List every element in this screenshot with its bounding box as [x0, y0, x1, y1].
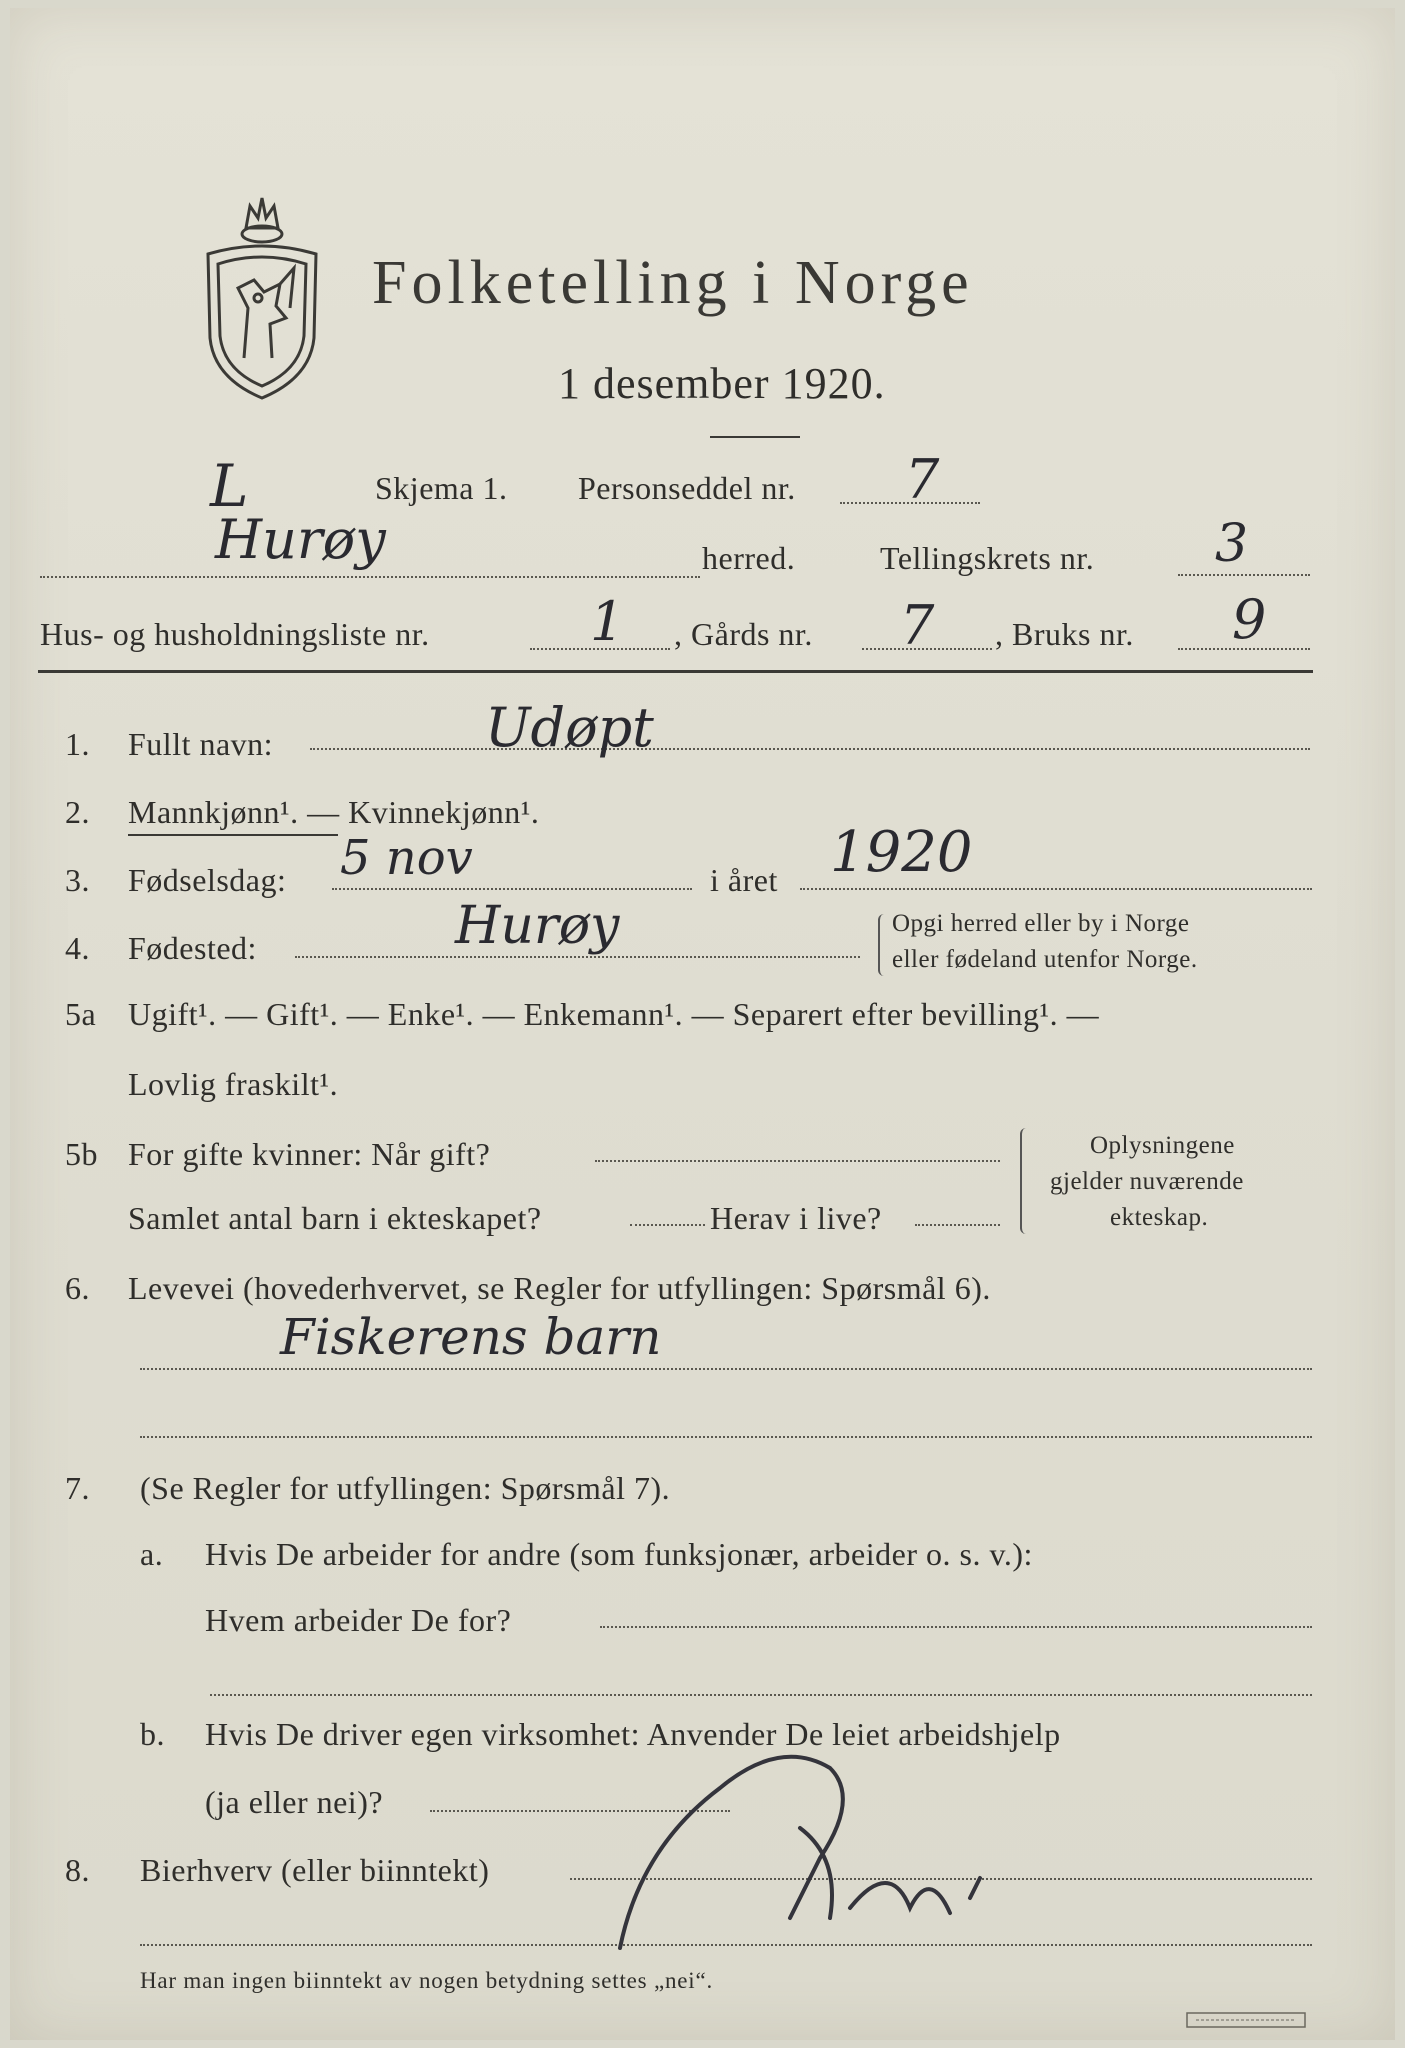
- q7b-label-line2: (ja eller nei)?: [205, 1784, 384, 1820]
- q1-line: [310, 748, 1310, 750]
- personseddel-label: Personseddel nr.: [578, 470, 796, 506]
- q7a-label-line2: Hvem arbeider De for?: [205, 1602, 512, 1638]
- q6-line1: [140, 1368, 1312, 1370]
- handwritten-nei-mark: [600, 1708, 1020, 1968]
- q6-line2: [140, 1436, 1312, 1438]
- q7b-label-line1: Hvis De driver egen virksomhet: Anvender De leiet arbeidshjelp: [205, 1716, 1061, 1752]
- q5b-label-line2: Samlet antal barn i ekteskapet?: [128, 1200, 542, 1236]
- q4-value: Hurøy: [455, 896, 620, 956]
- q4-note-line1: Opgi herred eller by i Norge: [892, 910, 1190, 937]
- form-title: Folketelling i Norge: [372, 249, 974, 317]
- q4-line: [295, 956, 860, 958]
- q3-line: [332, 888, 692, 890]
- q4-note-brace: [878, 914, 890, 976]
- q5b-married-line: [595, 1160, 1000, 1162]
- skjema-label: Skjema 1.: [375, 470, 508, 506]
- printer-stamp-icon: [1186, 2012, 1306, 2028]
- census-form: [10, 8, 1395, 2040]
- q2-label: Mannkjønn¹. — Kvinnekjønn¹.: [128, 794, 540, 830]
- q5b-label-line3: Herav i live?: [710, 1200, 882, 1236]
- q3-year-line: [800, 888, 1312, 890]
- q8-number: 8.: [65, 1852, 90, 1888]
- bruks-label: , Bruks nr.: [995, 616, 1134, 652]
- handwritten-herred-initial: L: [210, 452, 249, 520]
- q4-number: 4.: [65, 930, 90, 966]
- q8-label: Bierhverv (eller biinntekt): [140, 1852, 490, 1888]
- herred-label: herred.: [702, 540, 796, 576]
- q7a-label-line1: Hvis De arbeider for andre (som funksjonær, arbeider o. s. v.):: [205, 1536, 1033, 1572]
- q1-number: 1.: [65, 726, 90, 762]
- q6-value: Fiskerens barn: [280, 1308, 662, 1366]
- title-divider: [710, 436, 800, 438]
- q6-number: 6.: [65, 1270, 90, 1306]
- q2-number: 2.: [65, 794, 90, 830]
- hus-label: Hus- og husholdningsliste nr.: [40, 616, 430, 652]
- q5b-note-line2: gjelder nuværende: [1050, 1168, 1244, 1195]
- gards-value: 7: [900, 594, 935, 657]
- q5b-children-line: [630, 1224, 705, 1226]
- q3-number: 3.: [65, 862, 90, 898]
- q4-label: Fødested:: [128, 930, 257, 966]
- herred-value: Hurøy: [215, 508, 386, 571]
- q5a-number: 5a: [65, 996, 97, 1032]
- q5b-number: 5b: [65, 1136, 98, 1172]
- q5b-note-brace: [1020, 1128, 1032, 1234]
- q5a-label-line2: Lovlig fraskilt¹.: [128, 1066, 339, 1102]
- q7a-number: a.: [140, 1536, 164, 1572]
- q5b-alive-line: [915, 1224, 1000, 1226]
- q1-label: Fullt navn:: [128, 726, 274, 762]
- header-divider: [38, 670, 1313, 673]
- q2-underline: [128, 834, 338, 836]
- q3-value: 5 nov: [340, 830, 473, 886]
- bruks-value: 9: [1232, 588, 1267, 651]
- q7-number: 7.: [65, 1470, 90, 1506]
- q5a-label-line1: Ugift¹. — Gift¹. — Enke¹. — Enkemann¹. — Separert efter bevilling¹. —: [128, 996, 1100, 1032]
- census-date: 1 desember 1920.: [558, 359, 886, 408]
- q5b-note-line3: ekteskap.: [1110, 1204, 1209, 1231]
- q5b-note-line1: Oplysningene: [1090, 1132, 1235, 1159]
- q7a-line2: [210, 1694, 1312, 1696]
- footnote: Har man ingen biinntekt av nogen betydning settes „nei“.: [140, 1968, 714, 1993]
- gards-label: , Gårds nr.: [674, 616, 813, 652]
- tellingskrets-line: [1178, 574, 1310, 576]
- personseddel-value: 7: [905, 448, 940, 511]
- herred-line: [40, 576, 700, 578]
- q3-year-label: i året: [710, 862, 778, 898]
- tellingskrets-label: Tellingskrets nr.: [880, 540, 1095, 576]
- q4-note-line2: eller fødeland utenfor Norge.: [892, 946, 1198, 973]
- q1-value: Udøpt: [485, 696, 654, 759]
- q3-label: Fødselsdag:: [128, 862, 287, 898]
- q6-label: Levevei (hovederhvervet, se Regler for utfyllingen: Spørsmål 6).: [128, 1270, 991, 1306]
- tellingskrets-value: 3: [1215, 514, 1249, 574]
- coat-of-arms-icon: [198, 188, 326, 402]
- q3-year-value: 1920: [830, 820, 973, 885]
- q5b-label-line1: For gifte kvinner: Når gift?: [128, 1136, 491, 1172]
- hus-value: 1: [590, 590, 625, 653]
- q7-label: (Se Regler for utfyllingen: Spørsmål 7).: [140, 1470, 671, 1506]
- q7b-number: b.: [140, 1716, 165, 1752]
- q7a-line1: [600, 1626, 1312, 1628]
